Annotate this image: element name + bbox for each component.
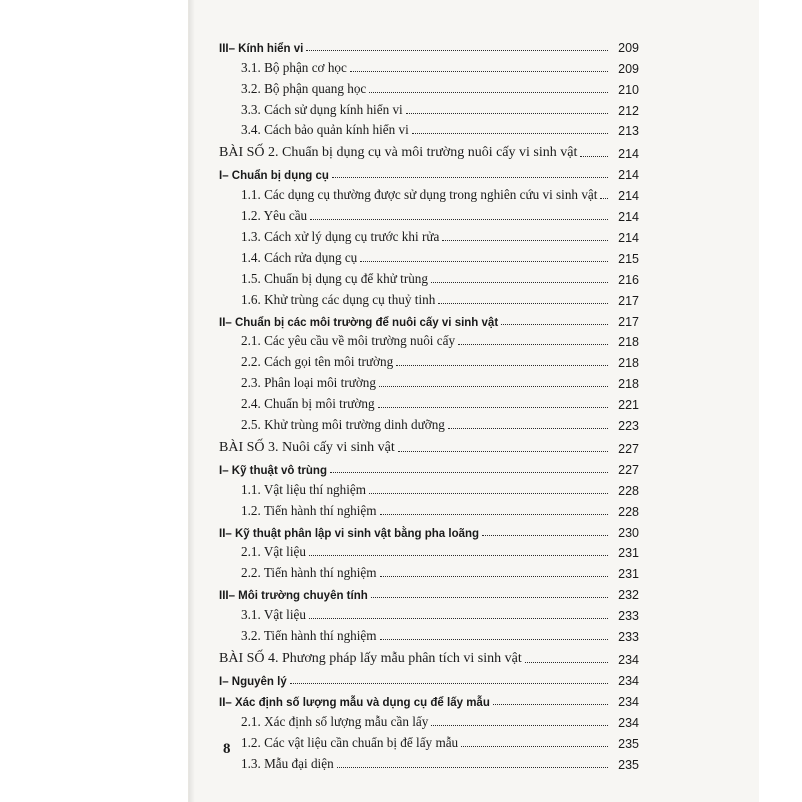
dot-leader — [306, 50, 608, 51]
toc-entry-page: 231 — [618, 546, 639, 561]
toc-entry — [219, 433, 639, 456]
dot-leader — [380, 514, 608, 515]
toc-entry — [219, 76, 639, 97]
toc-entry-page: 218 — [618, 356, 639, 371]
toc-entry — [219, 182, 639, 203]
toc-entry-page: 216 — [618, 272, 639, 287]
dot-leader — [309, 555, 608, 556]
toc-entry — [219, 34, 639, 55]
toc-entry-title: I– Chuẩn bị dụng cụ — [219, 170, 332, 182]
toc-entry-page: 212 — [618, 103, 639, 118]
dot-leader — [310, 219, 608, 220]
toc-entry-page: 233 — [618, 630, 639, 645]
toc-entry — [219, 138, 639, 161]
dot-leader — [482, 535, 608, 536]
toc-entry-page: 230 — [618, 525, 639, 540]
toc-entry-title: II– Kỹ thuật phân lập vi sinh vật bằng pha loãng — [219, 528, 482, 540]
toc-entry — [219, 477, 639, 498]
toc-entry-page: 227 — [618, 442, 639, 457]
toc-entry — [219, 391, 639, 412]
dot-leader — [493, 704, 608, 705]
toc-entry-title: 2.1. Xác định số lượng mẫu cần lấy — [241, 714, 431, 730]
dot-leader — [396, 365, 608, 366]
dot-leader — [378, 407, 608, 408]
dot-leader — [360, 261, 608, 262]
dot-leader — [398, 451, 608, 452]
toc-entry-page: 233 — [618, 609, 639, 624]
toc-entry-title: 1.3. Mẫu đại diện — [241, 756, 337, 772]
toc-entry — [219, 751, 639, 772]
dot-leader — [330, 472, 608, 473]
dot-leader — [600, 198, 608, 199]
toc-entry-title: 1.2. Tiến hành thí nghiệm — [241, 503, 380, 519]
toc-entry — [219, 560, 639, 581]
toc-entry-page: 209 — [618, 61, 639, 76]
toc-entry-page: 215 — [618, 251, 639, 266]
dot-leader — [309, 618, 608, 619]
toc-entry-page: 221 — [618, 398, 639, 413]
toc-entry-title: 1.2. Các vật liệu cần chuẩn bị để lấy mẫu — [241, 735, 461, 751]
dot-leader — [369, 92, 608, 93]
toc-entry — [219, 308, 639, 329]
toc-entry — [219, 224, 639, 245]
dot-leader — [412, 133, 608, 134]
toc-entry-title: 1.1. Vật liệu thí nghiệm — [241, 482, 369, 498]
toc-entry-page: 214 — [618, 231, 639, 246]
toc-entry — [219, 644, 639, 667]
toc-entry-title: II– Chuẩn bị các môi trường để nuôi cấy vi sinh vật — [219, 317, 501, 329]
toc-entry — [219, 118, 639, 139]
toc-entry — [219, 55, 639, 76]
toc-entry — [219, 203, 639, 224]
toc-entry-page: 217 — [618, 293, 639, 308]
toc-entry-title: 3.4. Cách bảo quản kính hiển vi — [241, 122, 412, 138]
dot-leader — [290, 683, 608, 684]
toc-entry — [219, 349, 639, 370]
dot-leader — [448, 428, 608, 429]
toc-entry — [219, 540, 639, 561]
dot-leader — [438, 303, 608, 304]
toc-entry-page: 217 — [618, 314, 639, 329]
toc-entry — [219, 498, 639, 519]
dot-leader — [461, 746, 608, 747]
toc-entry-page: 218 — [618, 377, 639, 392]
dot-leader — [406, 113, 608, 114]
toc-entry-title: III– Kính hiển vi — [219, 43, 306, 55]
dot-leader — [442, 240, 608, 241]
toc-entry-title: III– Môi trường chuyên tính — [219, 590, 371, 602]
toc-entry — [219, 329, 639, 350]
toc-entry-page: 210 — [618, 82, 639, 97]
toc-entry-title: 2.1. Các yêu cầu về môi trường nuôi cấy — [241, 333, 458, 349]
toc-entry-title: BÀI SỐ 4. Phương pháp lấy mẫu phân tích vi sinh vật — [219, 651, 525, 667]
toc-entry-title: 2.3. Phân loại môi trường — [241, 375, 379, 391]
toc-entry — [219, 730, 639, 751]
dot-leader — [379, 386, 608, 387]
toc-entry-page: 214 — [618, 147, 639, 162]
toc-entry — [219, 245, 639, 266]
toc-entry-page: 228 — [618, 504, 639, 519]
dot-leader — [350, 71, 608, 72]
toc-entry-title: BÀI SỐ 2. Chuẩn bị dụng cụ và môi trường nuôi cấy vi sinh vật — [219, 145, 580, 161]
toc-entry-page: 234 — [618, 715, 639, 730]
toc-entry-title: 2.2. Cách gọi tên môi trường — [241, 354, 396, 370]
toc-entry-title: BÀI SỐ 3. Nuôi cấy vi sinh vật — [219, 440, 398, 456]
toc-entry — [219, 602, 639, 623]
toc-entry — [219, 161, 639, 182]
dot-leader — [458, 344, 608, 345]
toc-entry-title: 1.4. Cách rửa dụng cụ — [241, 250, 360, 266]
dot-leader — [380, 639, 608, 640]
toc-entry-page: 231 — [618, 567, 639, 582]
toc-entry — [219, 266, 639, 287]
toc-entry — [219, 519, 639, 540]
toc-entry — [219, 688, 639, 709]
toc-entry — [219, 667, 639, 688]
toc-entry-page: 214 — [618, 168, 639, 183]
toc-entry-page: 223 — [618, 419, 639, 434]
toc-entry — [219, 412, 639, 433]
toc-entry-page: 209 — [618, 40, 639, 55]
toc-entry-title: 1.6. Khử trùng các dụng cụ thuỷ tinh — [241, 292, 438, 308]
toc-entry-title: 3.3. Cách sử dụng kính hiển vi — [241, 102, 406, 118]
toc-entry-title: 3.2. Tiến hành thí nghiệm — [241, 628, 380, 644]
toc-entry-page: 227 — [618, 462, 639, 477]
dot-leader — [431, 725, 608, 726]
toc-entry-title: 3.1. Bộ phận cơ học — [241, 60, 350, 76]
toc-entry-page: 218 — [618, 335, 639, 350]
toc-entry-title: 3.1. Vật liệu — [241, 607, 309, 623]
dot-leader — [525, 662, 608, 663]
toc-entry — [219, 623, 639, 644]
toc-entry — [219, 709, 639, 730]
toc-entry — [219, 370, 639, 391]
toc-entry-page: 213 — [618, 124, 639, 139]
toc-entry-title: 1.5. Chuẩn bị dụng cụ để khử trùng — [241, 271, 431, 287]
toc-entry-page: 234 — [618, 694, 639, 709]
toc-entry-page: 232 — [618, 588, 639, 603]
toc-entry-title: 2.5. Khử trùng môi trường dinh dưỡng — [241, 417, 448, 433]
toc-entry-page: 234 — [618, 653, 639, 668]
toc-entry-title: 2.2. Tiến hành thí nghiệm — [241, 565, 380, 581]
toc-entry-page: 214 — [618, 210, 639, 225]
toc-entry-title: 2.1. Vật liệu — [241, 544, 309, 560]
toc-entry-page: 235 — [618, 736, 639, 751]
toc-entry-title: 1.2. Yêu cầu — [241, 208, 310, 224]
toc-entry-title: 3.2. Bộ phận quang học — [241, 81, 369, 97]
toc-entry-page: 234 — [618, 673, 639, 688]
toc-entry-title: 2.4. Chuẩn bị môi trường — [241, 396, 378, 412]
toc-entry-title: I– Nguyên lý — [219, 676, 290, 688]
toc-entry-title: I– Kỹ thuật vô trùng — [219, 465, 330, 477]
toc-entry-title: II– Xác định số lượng mẫu và dụng cụ để lấy mẫu — [219, 697, 493, 709]
toc-entry — [219, 456, 639, 477]
toc-entry-title: 1.3. Cách xử lý dụng cụ trước khi rửa — [241, 229, 442, 245]
toc-entry-page: 228 — [618, 483, 639, 498]
dot-leader — [501, 324, 608, 325]
toc-entry-page: 235 — [618, 757, 639, 772]
page-number: 8 — [223, 741, 231, 757]
toc-entry-title: 1.1. Các dụng cụ thường được sử dụng trong nghiên cứu vi sinh vật — [241, 187, 600, 203]
dot-leader — [371, 597, 608, 598]
toc-entry — [219, 581, 639, 602]
dot-leader — [431, 282, 608, 283]
dot-leader — [332, 177, 608, 178]
toc-entry — [219, 287, 639, 308]
book-page — [188, 0, 759, 802]
toc-entry-page: 214 — [618, 189, 639, 204]
toc-entry — [219, 97, 639, 118]
dot-leader — [369, 493, 608, 494]
dot-leader — [380, 576, 608, 577]
dot-leader — [337, 767, 608, 768]
table-of-contents — [219, 34, 639, 772]
dot-leader — [580, 156, 608, 157]
